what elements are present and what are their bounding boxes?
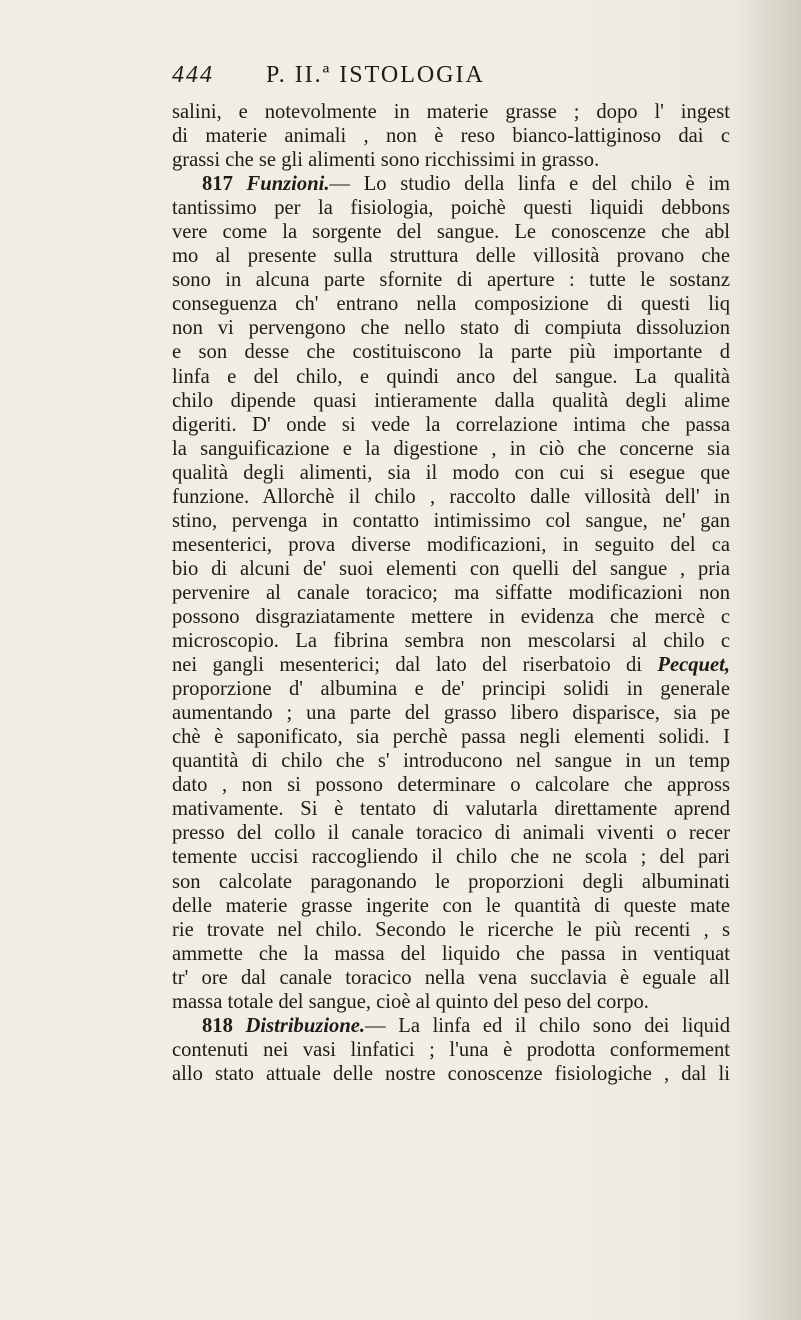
text-line: e son desse che costituiscono la parte più importante d	[172, 341, 730, 364]
text-line: conseguenza ch' entrano nella composizione di questi liq	[172, 293, 730, 316]
text-line: son calcolate paragonando le proporzioni degli albuminati	[172, 870, 730, 893]
text-line: tr' ore dal canale toracico nella vena succlavia è eguale all	[172, 966, 730, 989]
subsection-title-distribuzione: Distribuzione.	[245, 1014, 366, 1037]
text-line: mesenterici, prova diverse modificazioni, in seguito del ca	[172, 533, 730, 556]
text-line: contenuti nei vasi linfatici ; l'una è prodotta conformement	[172, 1038, 730, 1061]
text-line: bio di alcuni de' suoi elementi con quelli del sangue , pria	[172, 557, 730, 580]
text-line: possono disgraziatamente mettere in evidenza che mercè c	[172, 605, 730, 628]
text-line: proporzione d' albumina e de' principi solidi in generale	[172, 678, 730, 701]
section-title: P. II.ª ISTOLOGIA	[266, 62, 485, 88]
running-header	[172, 62, 732, 92]
text-line: pervenire al canale toracico; ma siffatte modificazioni non	[172, 581, 730, 604]
text-line: grassi che se gli alimenti sono ricchissimi in grasso.	[172, 149, 600, 172]
text-line: microscopio. La fibrina sembra non mescolarsi al chilo c	[172, 630, 730, 653]
text-line: sono in alcuna parte sfornite di aperture : tutte le sostanz	[172, 269, 730, 292]
text-line: nei gangli mesenterici; dal lato del riserbatoio di Pecquet,	[172, 654, 730, 677]
text-line: di materie animali , non è reso bianco-lattiginoso dai c	[172, 125, 730, 148]
text-line: vere come la sorgente del sangue. Le conoscenze che abl	[172, 221, 730, 244]
text-line: delle materie grasse ingerite con le quantità di queste mate	[172, 894, 730, 917]
subsection-title-funzioni: Funzioni.	[246, 173, 330, 196]
text-line: chilo dipende quasi intieramente dalla qualità degli alime	[172, 389, 730, 412]
text-line: presso del collo il canale toracico di animali viventi o recer	[172, 822, 730, 845]
text-line: mo al presente sulla struttura delle villosità provano che	[172, 245, 730, 268]
text-line: allo stato attuale delle nostre conoscenze fisiologiche , dal li	[172, 1062, 730, 1085]
text-line: stino, pervenga in contatto intimissimo col sangue, ne' gan	[172, 509, 730, 532]
paragraph-818-heading: 818 Distribuzione.— La linfa ed il chilo sono dei liquid	[202, 1014, 730, 1037]
text-line: linfa e del chilo, e quindi anco del sangue. La qualità	[172, 365, 730, 388]
text-line: aumentando ; una parte del grasso libero disparisce, sia pe	[172, 702, 730, 725]
text-line: dato , non si possono determinare o calcolare che appross	[172, 774, 730, 797]
text-line: non vi pervengono che nello stato di compiuta dissoluzion	[172, 317, 730, 340]
text-line: tantissimo per la fisiologia, poichè questi liquidi debbons	[172, 197, 730, 220]
text-line: massa totale del sangue, cioè al quinto del peso del corpo.	[172, 990, 649, 1013]
text-line: chè è saponificato, sia perchè passa negli elementi solidi. I	[172, 726, 730, 749]
name-pecquet: Pecquet,	[657, 654, 730, 677]
paragraph-817-heading: 817 Funzioni.— Lo studio della linfa e del chilo è im	[202, 173, 730, 196]
text-line: rie trovate nel chilo. Secondo le ricerche le più recenti , s	[172, 918, 730, 941]
page-gutter-shadow	[739, 0, 801, 1320]
text-line: ammette che la massa del liquido che passa in ventiquat	[172, 942, 730, 965]
body-text	[172, 100, 730, 1086]
text-line: mativamente. Si è tentato di valutarla direttamente aprend	[172, 798, 730, 821]
text-line: digeriti. D' onde si vede la correlazione intima che passa	[172, 413, 730, 436]
text-line: funzione. Allorchè il chilo , raccolto dalle villosità dell' in	[172, 485, 730, 508]
text-line: temente uccisi raccogliendo il chilo che ne scola ; del pari	[172, 846, 730, 869]
text-line: quantità di chilo che s' introducono nel sangue in un temp	[172, 750, 730, 773]
text-line: la sanguificazione e la digestione , in ciò che concerne sia	[172, 437, 730, 460]
page-number: 444	[172, 62, 214, 88]
text-line: salini, e notevolmente in materie grasse ; dopo l' ingest	[172, 101, 730, 123]
text-line: qualità degli alimenti, sia il modo con cui si esegue que	[172, 461, 730, 484]
